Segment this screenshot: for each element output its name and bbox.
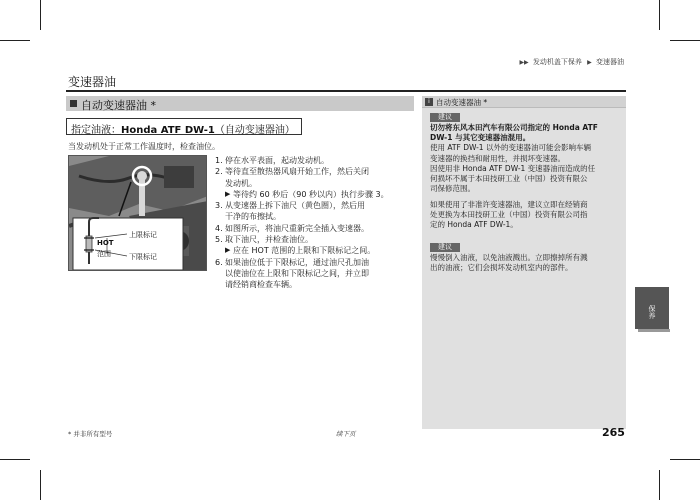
step-item xyxy=(215,257,415,291)
side-tab-divider xyxy=(638,329,670,332)
step-number: 1. xyxy=(215,156,223,165)
square-bullet-icon xyxy=(70,100,77,107)
note-line: 处更换为本田技研工业（中国）投资有限公司指 xyxy=(430,210,588,220)
range-label: 范围 xyxy=(97,250,111,258)
crop-mark xyxy=(40,470,41,500)
note-paragraph xyxy=(430,253,622,273)
note-line: 如果使用了非准许变速器油，建议立即在经销商 xyxy=(430,200,588,209)
crop-mark xyxy=(670,459,700,460)
note-paragraph xyxy=(430,123,622,194)
step-subnote xyxy=(215,245,415,256)
note-line: DW-1 与其它变速器油混用。 xyxy=(430,133,531,143)
intro-text: 当发动机处于正常工作温度时，检查油位。 xyxy=(68,142,220,151)
page-title: 变速器油 xyxy=(68,75,117,89)
breadcrumb-item[interactable]: 发动机盖下保养 xyxy=(532,58,582,66)
note-line: 定的 Honda ATF DW-1。 xyxy=(430,220,518,230)
procedure-steps xyxy=(215,155,415,291)
note-line: 何损坏不属于本田技研工业（中国）投资有限公 xyxy=(430,174,588,184)
step-number: 5. xyxy=(215,235,223,245)
crop-mark xyxy=(40,0,41,30)
continued-label[interactable]: 续下页 xyxy=(336,430,356,438)
note-line: 因使用非 Honda ATF DW-1 变速器油而造成的任 xyxy=(430,163,596,173)
crop-mark xyxy=(0,40,30,41)
step-line: 请经销商检查车辆。 xyxy=(225,280,297,290)
fluid-spec-suffix: （自动变速器油） xyxy=(214,125,295,136)
breadcrumb xyxy=(519,57,624,67)
fluid-spec-name: Honda ATF DW-1 xyxy=(121,125,215,136)
triangle-bullet-icon: ▶ xyxy=(225,189,231,198)
step-line: 发动机。 xyxy=(225,178,257,188)
footnote: * 并非所有型号 xyxy=(68,430,113,438)
step-line: 取下油尺，并检查油位。 xyxy=(225,235,313,245)
crop-mark xyxy=(0,459,30,460)
double-chevron-icon: ▶▶ xyxy=(519,59,529,66)
step-number: 6. xyxy=(215,257,223,267)
note-line: 切勿将东风本田汽车有限公司指定的 Honda ATF xyxy=(430,123,598,132)
side-tab-label: 保养 xyxy=(648,305,656,319)
advice-badge: 建议 xyxy=(430,243,460,252)
step-item xyxy=(215,200,415,223)
step-number: 4. xyxy=(215,223,223,233)
note-icon: i xyxy=(425,98,433,106)
step-item xyxy=(215,223,415,234)
crop-mark xyxy=(659,0,660,30)
crop-mark xyxy=(659,470,660,500)
step-subnote xyxy=(215,189,415,200)
step-line: 从变速器上拆下油尺（黄色圈），然后用 xyxy=(225,201,365,211)
note-title: 自动变速器油 * xyxy=(436,98,488,107)
title-divider xyxy=(66,90,626,92)
step-number: 3. xyxy=(215,201,223,211)
step-line: 停在水平表面，起动发动机。 xyxy=(225,156,329,165)
fluid-spec-prefix: 指定油液： xyxy=(71,125,121,136)
lower-mark-label: 下限标记 xyxy=(129,253,157,261)
crop-mark xyxy=(670,40,700,41)
step-line: 等待直至散热器风扇开始工作，然后关闭 xyxy=(225,167,369,177)
note-header xyxy=(422,96,626,108)
step-line: 如图所示，将油尺重新完全插入变速器。 xyxy=(225,223,369,233)
step-item xyxy=(215,166,415,189)
step-line: 干净的布擦拭。 xyxy=(225,212,281,222)
breadcrumb-item[interactable]: 变速器油 xyxy=(596,58,624,66)
upper-mark-label: 上限标记 xyxy=(129,231,157,239)
note-line: 出的油液；它们会损坏发动机室内的部件。 xyxy=(430,263,573,273)
note-line: 变速器的换挡和耐用性，并损坏变速器。 xyxy=(430,153,565,163)
engine-illustration xyxy=(68,155,207,271)
step-item xyxy=(215,155,415,166)
chevron-right-icon: ▶ xyxy=(587,59,592,66)
fluid-spec-box xyxy=(66,118,302,135)
note-line: 司保修范围。 xyxy=(430,184,475,194)
note-paragraph xyxy=(430,200,622,231)
side-tab-maintenance[interactable] xyxy=(635,287,669,329)
triangle-bullet-icon: ▶ xyxy=(225,246,231,255)
step-line: 等待约 60 秒后（90 秒以内）执行步骤 3。 xyxy=(233,189,389,199)
step-item xyxy=(215,234,415,245)
section-title: 自动变速器油 * xyxy=(81,99,156,112)
advice-badge: 建议 xyxy=(430,113,460,122)
note-line: 使用 ATF DW-1 以外的变速器油可能会影响车辆 xyxy=(430,143,591,153)
section-header xyxy=(66,96,414,111)
note-line: 慢慢倒入油液，以免油液溅出。立即擦掉所有溅 xyxy=(430,253,588,262)
step-number: 2. xyxy=(215,167,223,177)
note-panel xyxy=(422,96,626,429)
hot-label: HOT xyxy=(97,239,114,247)
page-number: 265 xyxy=(602,426,625,439)
step-line: 应在 HOT 范围的上限和下限标记之间。 xyxy=(233,246,376,256)
step-line: 以使油位在上限和下限标记之间，并立即 xyxy=(225,268,369,278)
step-line: 如果油位低于下限标记，通过油尺孔加油 xyxy=(225,257,369,267)
